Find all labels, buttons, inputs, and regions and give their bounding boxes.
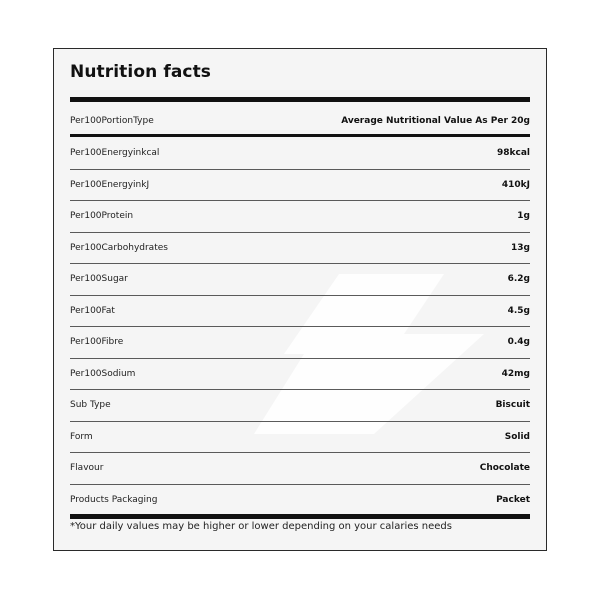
footer-divider <box>70 514 530 519</box>
portion-header-row <box>70 107 530 134</box>
row-value: 4.5g <box>507 305 530 316</box>
panel-title: Nutrition facts <box>70 62 212 82</box>
row-value: 410kJ <box>501 179 530 190</box>
row-label: Per100Fibre <box>70 337 124 348</box>
table-row <box>70 264 530 296</box>
table-row <box>70 485 530 517</box>
nutrition-table <box>70 138 530 516</box>
row-value: 1g <box>517 211 530 222</box>
row-label: Products Packaging <box>70 495 158 506</box>
header-divider <box>70 134 530 137</box>
row-value: 13g <box>511 242 530 253</box>
row-label: Form <box>70 431 93 442</box>
row-label: Flavour <box>70 463 104 474</box>
table-row <box>70 201 530 233</box>
row-label: Per100Sugar <box>70 274 128 285</box>
row-value: Solid <box>504 431 530 442</box>
table-row <box>70 327 530 359</box>
row-value: Biscuit <box>495 400 530 411</box>
row-label: Per100Energyinkcal <box>70 148 160 159</box>
table-row <box>70 453 530 485</box>
row-label: Per100Sodium <box>70 368 136 379</box>
row-label: Per100EnergyinkJ <box>70 179 150 190</box>
row-value: 98kcal <box>496 148 530 159</box>
title-divider <box>70 97 530 102</box>
portion-type-value: Average Nutritional Value As Per 20g <box>341 115 530 126</box>
table-row <box>70 390 530 422</box>
table-row <box>70 422 530 454</box>
row-value: 0.4g <box>507 337 530 348</box>
row-value: Chocolate <box>479 463 530 474</box>
row-label: Per100Protein <box>70 211 134 222</box>
row-label: Sub Type <box>70 400 111 411</box>
row-value: 6.2g <box>507 274 530 285</box>
row-label: Per100Fat <box>70 305 115 316</box>
table-row <box>70 138 530 170</box>
table-row <box>70 296 530 328</box>
daily-values-footnote: *Your daily values may be higher or lower depending on your calaries needs <box>70 521 452 532</box>
table-row <box>70 170 530 202</box>
row-value: 42mg <box>501 368 530 379</box>
nutrition-facts-panel <box>53 48 547 551</box>
table-row <box>70 233 530 265</box>
portion-type-label: Per100PortionType <box>70 115 154 126</box>
row-value: Packet <box>496 495 530 506</box>
table-row <box>70 359 530 391</box>
row-label: Per100Carbohydrates <box>70 242 168 253</box>
